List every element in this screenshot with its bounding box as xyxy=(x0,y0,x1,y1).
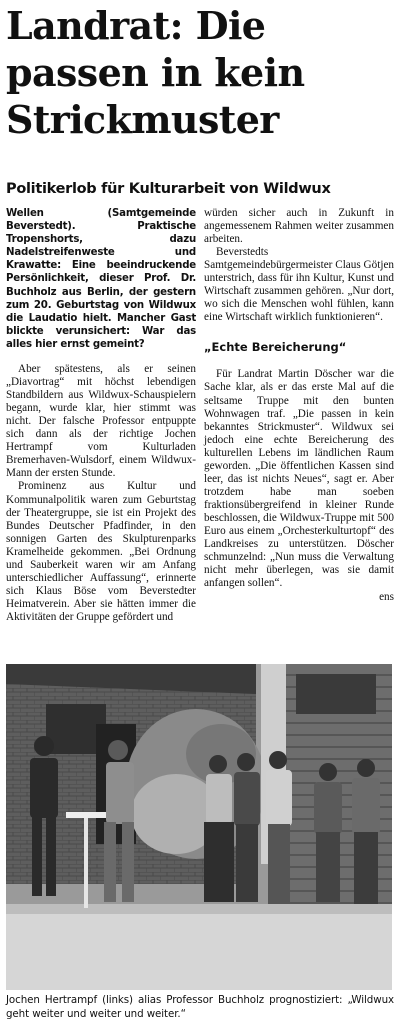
body-paragraph: Aber spätestens, als er seinen „Diavortrag“ mit höchst lebendigen Standbildern aus Wildwux-Schauspielern begann, wurde klar, hier stimmt was nicht. Der falsche Professor entpuppte sich dann als der richtige Jochen Hertrampf vom Kulturladen Bremerhaven-Wulsdorf, einem Wildwux-Mann der ersten Stunde. xyxy=(6,363,196,480)
article-photo xyxy=(6,664,392,990)
article-column-right xyxy=(204,207,394,667)
author-byline: ens xyxy=(379,591,394,604)
article-column-left xyxy=(6,207,196,667)
photo-illustration xyxy=(6,664,392,990)
body-paragraph: Beverstedts Samtgemeindebürgermeister Claus Götjen unterstrich, dass für ihn Kultur, Kunst und Wirtschaft zusammen gehören. „Nur dort, wo sich die Menschen wohl fühlen, kann eine Wirtschaft wirklich funktionieren“. xyxy=(204,246,394,324)
body-paragraph: Für Landrat Martin Döscher war die Sache klar, als er das erste Mal auf die seltsame Truppe mit den bunten Wohnwagen traf. „Die passen in kein bekanntes Strickmuster“. Wildwux sei jedoch eine echte Bereicherung des kulturellen Lebens im ländlichen Raum geworden. „Die öffentlichen Kassen sind leer, das ist nichts Neues“, sagt er. Aber trotzdem habe man soeben fraktionsübergreifend in kleiner Runde beschlossen, die Wildwux-Truppe mit 500 Euro aus einem „Orchesterkulturtopf“ des Landkreises zu unterstützen. Döscher schmunzelnd: „Nun muss die Verwaltung nicht mehr überlegen, was sie damit anfangen sollen“. xyxy=(204,368,394,590)
headline-line-1: Landrat: Die xyxy=(6,3,266,48)
headline-line-3: Strickmuster xyxy=(6,97,279,142)
crosshead: „Echte Bereicherung“ xyxy=(204,340,347,355)
article-subheadline: Politikerlob für Kulturarbeit von Wildwux xyxy=(6,181,331,197)
headline-line-2: passen in kein xyxy=(6,50,305,95)
body-paragraph: würden sicher auch in Zukunft in angemessenem Rahmen weiter zusammen arbeiten. xyxy=(204,207,394,246)
article-lead: Wellen (Samtgemeinde Beverstedt). Praktische Tropenshorts, dazu Nadelstreifenweste und Krawatte: Eine beeindruckende Persönlichkeit, dieser Prof. Dr. Buchholz aus Berlin, der gestern zum 20. Geburtstag von Wildwux die Laudatio hielt. Mancher Gast blickte verunsichert: War das alles hier ernst gemeint? xyxy=(6,208,196,350)
body-paragraph: Prominenz aus Kultur und Kommunalpolitik waren zum Geburtstag der Theatergruppe, sie ist ein Projekt des Bundes Deutscher Pfadfinder, in den sonnigen Garten des Skulpturenparks Kramelheide gekommen. „Bei Ordnung und Sauberkeit waren wir am Anfang unterschiedlicher Auffassung“, erinnerte sich Klaus Böse vom Beverstedter Heimatverein. Aber sie hätten immer die Aktivitäten der Gruppe gefördert und xyxy=(6,480,196,623)
article-headline xyxy=(6,2,398,143)
photo-caption: Jochen Hertrampf (links) alias Professor Buchholz prognostiziert: „Wildwux geht weiter und weiter und weiter.“ xyxy=(6,994,394,1020)
